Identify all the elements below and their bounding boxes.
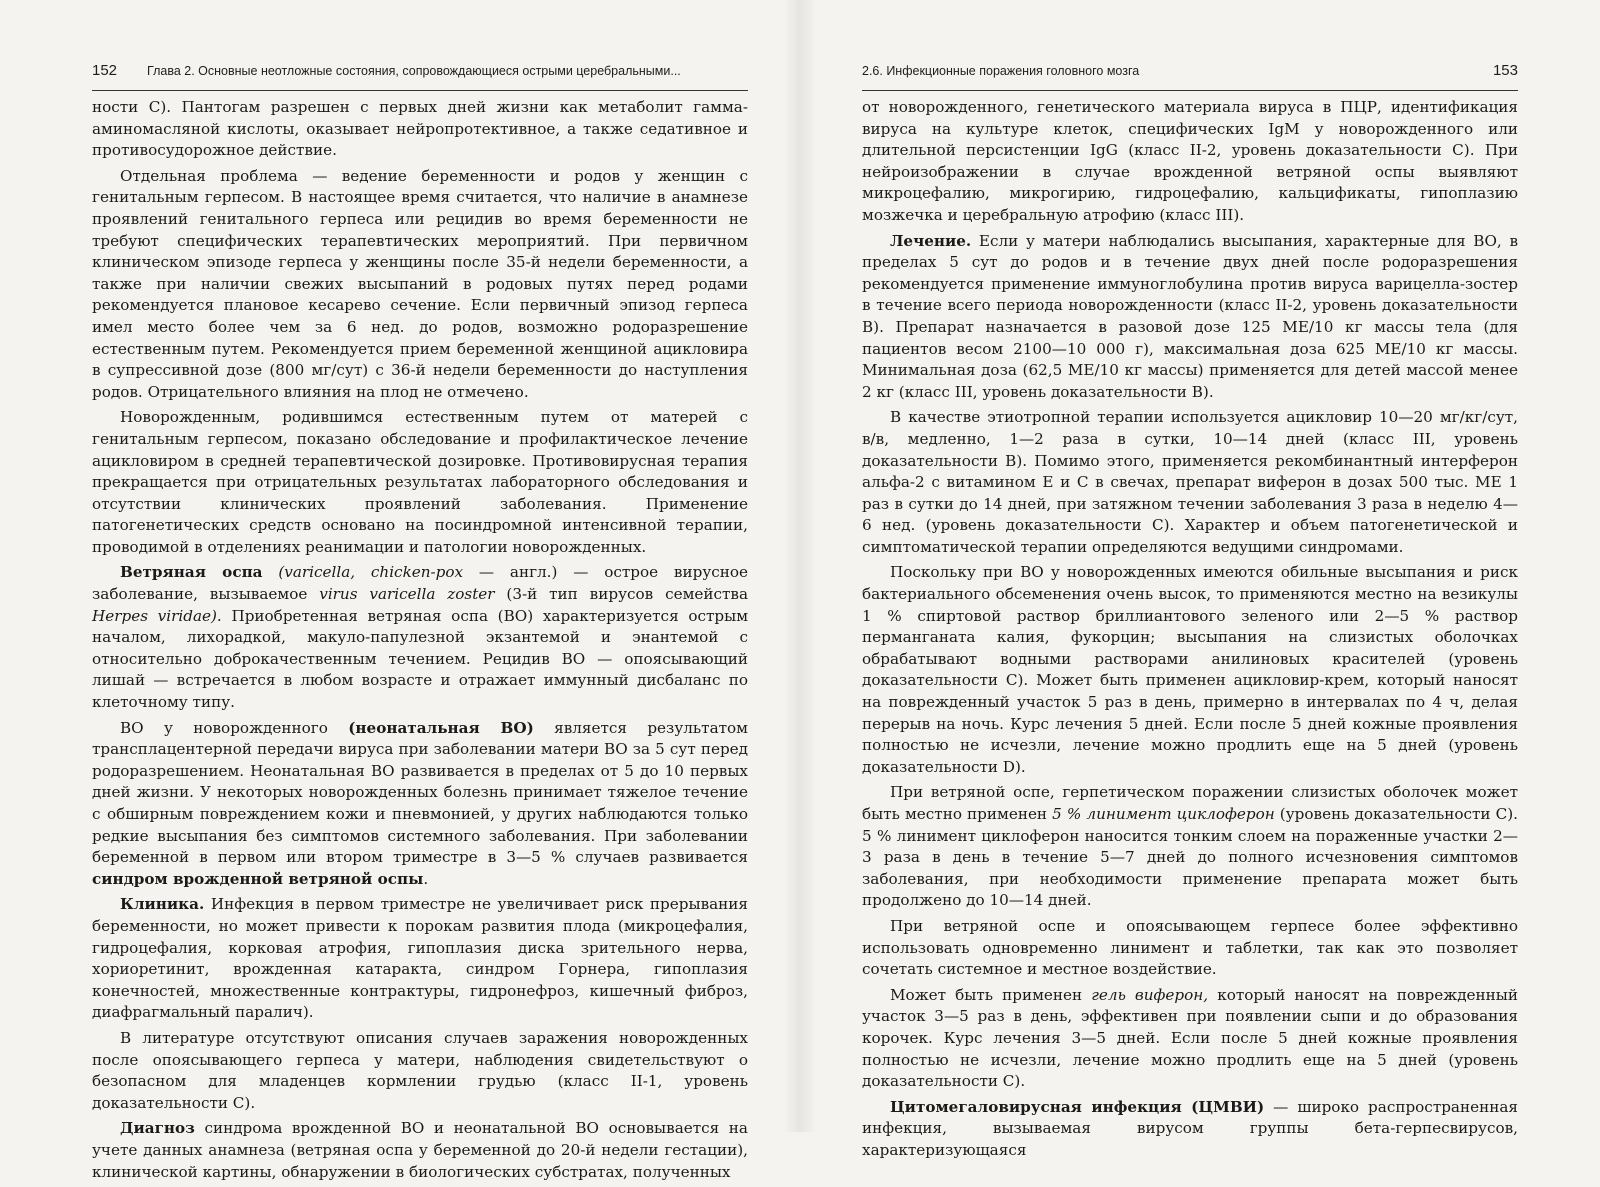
paragraph [92,562,748,713]
right-running-head [862,62,1518,88]
left-header-rule [92,90,748,91]
text-run: который наносят на поврежденный участок 3—5 раз в день, эффективен при появлении сыпи и до образования корочек. Курс лечения 3—5 дней. Если после 5 дней кожные проявления полностью не исчезли, лечение можно продлить еще на 5 дней (уровень доказательности С). [862,985,1518,1091]
paragraph [92,1118,748,1183]
text-run: Отдельная проблема — ведение беременности и родов у женщин с генитальным герпесом. В настоящее время считается, что наличие в анамнезе проявлений генитального герпеса или рецидив во время беременности не требуют специфических терапевтических мероприятий. При первичном клиническом эпизоде герпеса у женщины после 35-й недели беременности, а также при наличии свежих высыпаний в родовых путях перед родами рекомендуется плановое кесарево сечение. Если первичный эпизод герпеса имел место более чем за 6 нед. до родов, возможно родоразрешение естественным путем. Рекомендуется прием беременной женщиной ацикловира в супрессивной дозе (800 мг/сут) с 36-й недели беременности до наступления родов. Отрицательного влияния на плод не отмечено. [92,166,748,401]
paragraph [862,407,1518,558]
right-page-number: 153 [1492,62,1518,79]
run-in-heading: Лечение. [890,231,972,250]
text-run: В качестве этиотропной терапии используется ацикловир 10—20 мг/кг/сут, в/в, медленно, 1—2 раза в сутки, 10—14 дней (класс III, уровень доказательности В). Помимо этого, применяется рекомбинантный интерферон альфа-2 с витамином Е и С в свечах, препарат виферон в дозах 500 тыс. МЕ 1 раз в сутки до 14 дней, при затяжном течении заболевания 3 раза в неделю 4—6 нед. (уровень доказательности С). Характер и объем патогенетической и симптоматической терапии определяются ведущими синдромами. [862,408,1518,556]
text-run: Приобретенная ветряная оспа (ВО) характеризуется острым началом, лихорадкой, макуло-папулезной экзантемой и энантемой с относительно доброкачественным течением. Рецидив ВО — опоясывающий лишай — встречается в любом возрасте и отражает иммунный дисбаланс по клеточному типу. [92,606,749,712]
paragraph [862,985,1518,1093]
italic-term: (varicella, chicken-pox [278,563,464,582]
text-run: является результатом трансплацентерной передачи вируса при заболевании матери ВО за 5 сут перед родоразрешением. Неонатальная ВО развивается в пределах от 5 до 10 первых дней жизни. У некоторых новорожденных болезнь принимает тяжелое течение с обширным повреждением кожи и пневмонией, у других наблюдаются только редкие высыпания без симптомов системного заболевания. При заболевании беременной в первом или втором триместре в 3—5 % случаев развивается [92,718,748,867]
text-run: — англ.) — острое вирусное заболевание, вызываемое [92,563,749,604]
paragraph [92,97,748,162]
italic-term: Herpes viridae). [92,606,222,625]
italic-term: virus varicella zoster [319,585,495,604]
text-run: от новорожденного, генетического материала вируса в ПЦР, идентификация вируса на культуре клеток, специфических IgM у новорожденного или длительной персистенции IgG (класс II-2, уровень доказательности С). При нейроизображении в случае врожденной ветряной оспы выявляют микроцефалию, микрогирию, гидроцефалию, кальцификаты, гипоплазию мозжечка и церебральную атрофию (класс III). [862,98,1518,224]
text-run: При ветряной оспе, герпетическом поражении слизистых оболочек может быть местно применен [862,783,1518,823]
text-run: Поскольку при ВО у новорожденных имеются обильные высыпания и риск бактериального обсеменения очень высок, то применяются местно на везикулы 1 % спиртовой раствор бриллиантового зеленого или 2—5 % раствор перманганата калия, фукорцин; высыпания на слизистых оболочках обрабатывают водными растворами анилиновых красителей (уровень доказательности С). Может быть применен ацикловир-крем, который наносят на поврежденный участок 5 раз в день, примерно в интервалах по 4 ч, делая перерыв на ночь. Курс лечения 5 дней. Если после 5 дней кожные проявления полностью не исчезли, лечение можно продлить еще на 5 дней (уровень доказательности D). [862,563,1518,776]
run-in-heading: Ветряная оспа [120,563,263,582]
paragraph [92,718,748,891]
run-in-heading: Цитомегаловирусная инфекция (ЦМВИ) [890,1097,1265,1116]
italic-term: 5 % линимент циклоферон [1052,805,1275,823]
text-run: . [423,869,429,888]
text-run: В литературе отсутствуют описания случаев заражения новорожденных после опоясывающего герпеса у матери, наблюдения свидетельствуют о безопасном для младенцев кормлении грудью (класс II-1, уровень доказательности С). [92,1028,748,1112]
text-run: Если у матери наблюдались высыпания, характерные для ВО, в пределах 5 сут до родов и в течение двух дней после родоразрешения рекомендуется применение иммуноглобулина против вируса варицелла-зостер в течение всего периода новорожденности (класс II-2, уровень доказательности В). Препарат назначается в разовой дозе 125 МЕ/10 кг массы тела (для пациентов весом 2100—10 000 г), максимальная доза 625 МЕ/10 кг массы. Минимальная доза (62,5 МЕ/10 кг массы) применяется для детей массой менее 2 кг (класс III, уровень доказательности В). [862,231,1518,401]
text-run: — широко распространенная инфекция, вызываемая вирусом группы бета-герпесвирусов, характеризующаяся [862,1097,1518,1159]
paragraph [92,894,748,1024]
text-run: Новорожденным, родившимся естественным путем от матерей с генитальным герпесом, показано обследование и профилактическое лечение ацикловиром в средней терапевтической дозировке. Противовирусная терапия прекращается при отрицательных результатах лабораторного обследования и отсутствии клинических проявлений заболевания. Применение патогенетических средств основано на посиндромной интенсивной терапии, проводимой в отделениях реанимации и патологии новорожденных. [92,408,748,556]
paragraph [92,166,748,404]
paragraph [862,916,1518,981]
paragraph [92,1028,748,1114]
paragraph [862,782,1518,912]
text-run: Инфекция в первом триместре не увеличивает риск прерывания беременности, но может привести к порокам развития плода (микроцефалия, гидроцефалия, корковая атрофия, гипоплазия диска зрительного нерва, хориоретинит, врожденная катаракта, синдром Горнера, гипоплазия конечностей, множественные контрактуры, гидронефроз, кишечный фиброз, диафрагмальный паралич). [92,895,748,1022]
text-run: (3-й тип вирусов семейства [494,585,749,604]
paragraph [862,97,1518,227]
text-run [263,563,279,581]
text-run: синдрома врожденной ВО и неонатальной ВО основывается на учете данных анамнеза (ветряная оспа у беременной до 20-й недели гестации), клинической картины, обнаружении в биологических субстратах, полученных [92,1119,748,1181]
paragraph [862,1097,1518,1162]
left-page [0,0,790,1181]
text-run: При ветряной оспе и опоясывающем герпесе более эффективно использовать одновременно линимент и таблетки, так как это позволяет сочетать системное и местное воздействие. [862,916,1518,979]
right-body-text [862,97,1518,1166]
left-page-number: 152 [92,62,118,79]
run-in-heading: Диагноз [120,1119,195,1138]
paragraph [92,407,748,558]
italic-term: гель виферон, [1091,985,1209,1004]
text-run: Может быть применен [890,985,1092,1004]
bold-term: (неонатальная ВО) [348,718,534,737]
run-in-heading: Клиника. [120,895,205,914]
text-run: (уровень доказательности С). 5 % линимент циклоферон наносится тонким слоем на пораженные участки 2—3 раза в день в течение 5—7 дней до полного исчезновения симптомов заболевания, при необходимости применение препарата может быть продолжено до 10—14 дней. [862,805,1518,910]
text-run: ВО у новорожденного [120,718,349,737]
text-run: ности С). Пантогам разрешен с первых дней жизни как метаболит гамма-аминомасляной кислоты, оказывает нейропротективное, а также седативное и противосудорожное действие. [92,98,748,160]
paragraph [862,562,1518,778]
right-page [810,0,1600,1159]
paragraph [862,231,1518,404]
left-chapter-title: Глава 2. Основные неотложные состояния, сопровождающиеся острыми церебральными... [147,64,681,78]
left-running-head [92,62,748,88]
left-body-text [92,97,748,1187]
bold-term: синдром врожденной ветряной оспы [92,869,424,888]
right-header-rule [862,90,1518,91]
right-section-title: 2.6. Инфекционные поражения головного мозга [862,64,1140,78]
